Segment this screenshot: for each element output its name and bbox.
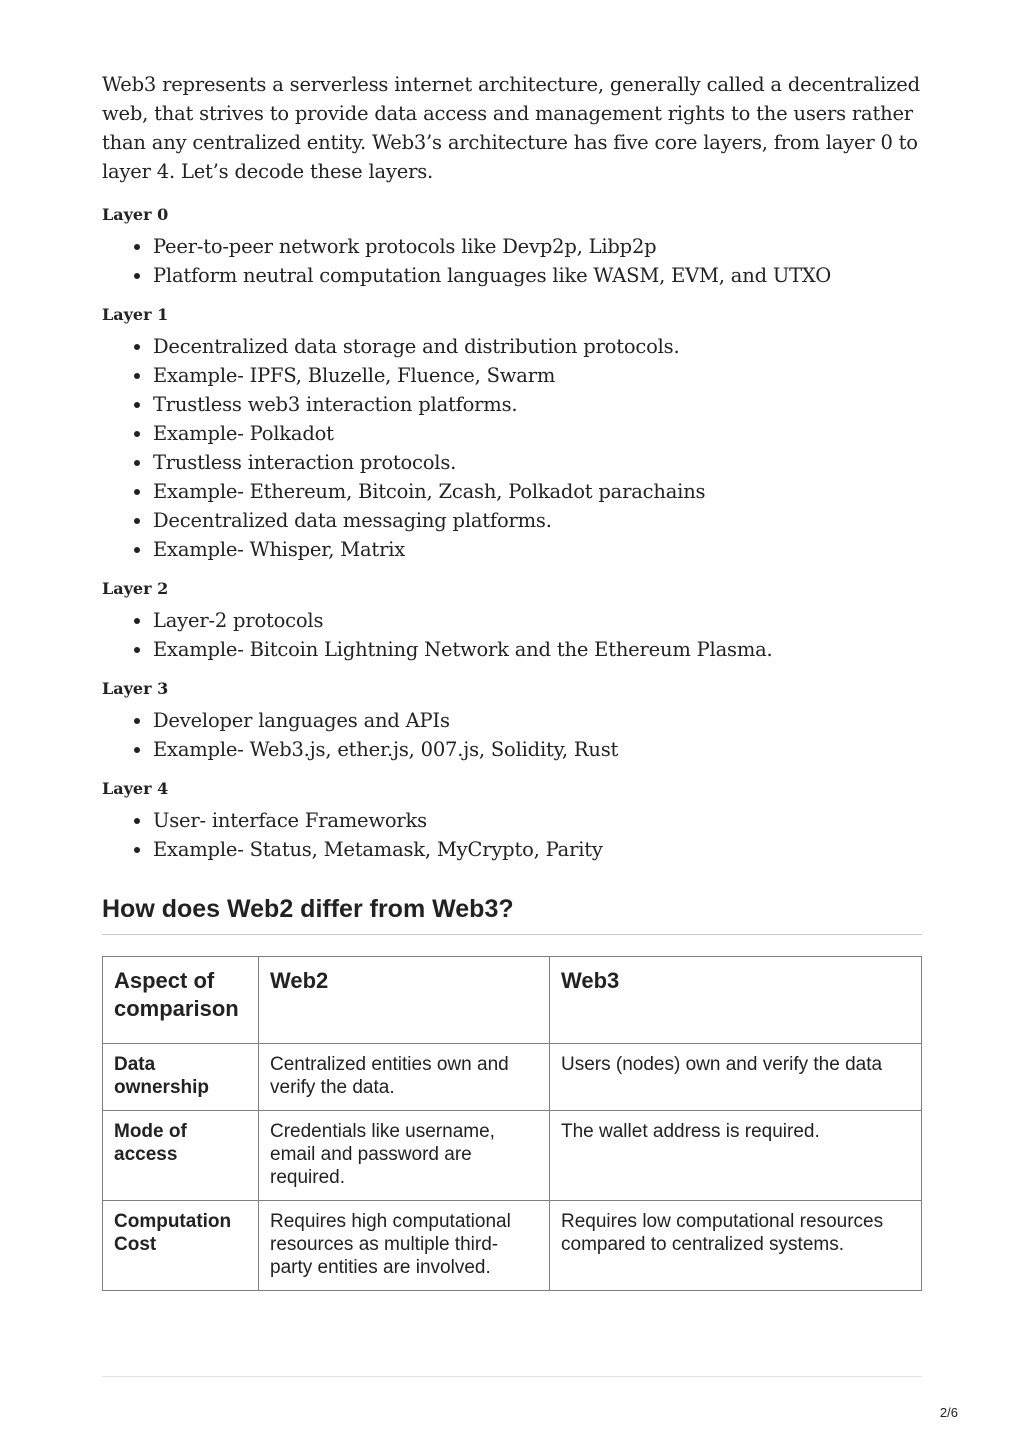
- document-page: [102, 70, 922, 1291]
- table-header-cell: Aspect of comparison: [103, 957, 259, 1044]
- table-cell-aspect: Mode of access: [103, 1111, 259, 1201]
- comparison-table: [102, 956, 922, 1291]
- list-item: • Example- Status, Metamask, MyCrypto, Parity: [153, 835, 922, 864]
- table-cell-aspect: Computation Cost: [103, 1201, 259, 1291]
- table-header-cell: Web2: [259, 957, 550, 1044]
- list-item: • Example- Polkadot: [153, 419, 922, 448]
- list-item: • Example- Ethereum, Bitcoin, Zcash, Polkadot parachains: [153, 477, 922, 506]
- table-cell: Users (nodes) own and verify the data: [550, 1044, 922, 1111]
- table-row: [103, 1044, 922, 1111]
- list-item: • Developer languages and APIs: [153, 706, 922, 735]
- table-cell-aspect: Data ownership: [103, 1044, 259, 1111]
- layer-list: [102, 806, 922, 864]
- layer-list: [102, 232, 922, 290]
- layer-list: [102, 606, 922, 664]
- layer-list: [102, 332, 922, 564]
- table-cell: The wallet address is required.: [550, 1111, 922, 1201]
- layer-heading: Layer 2: [102, 579, 169, 598]
- list-item: • Decentralized data messaging platforms.: [153, 506, 922, 535]
- list-item: • Example- Whisper, Matrix: [153, 535, 922, 564]
- layers-section: [102, 204, 922, 864]
- list-item: • Trustless interaction protocols.: [153, 448, 922, 477]
- table-row: [103, 1111, 922, 1201]
- layer-list: [102, 706, 922, 764]
- layer-heading: Layer 3: [102, 679, 169, 698]
- list-item: • Example- Web3.js, ether.js, 007.js, Solidity, Rust: [153, 735, 922, 764]
- table-row: [103, 1201, 922, 1291]
- table-cell: Requires low computational resources compared to centralized systems.: [550, 1201, 922, 1291]
- list-item: • Example- Bitcoin Lightning Network and the Ethereum Plasma.: [153, 635, 922, 664]
- list-item: • Layer-2 protocols: [153, 606, 922, 635]
- table-cell: Requires high computational resources as multiple third-party entities are involved.: [259, 1201, 550, 1291]
- table-cell: Centralized entities own and verify the data.: [259, 1044, 550, 1111]
- table-header-row: [103, 957, 922, 1044]
- layer-heading: Layer 1: [102, 305, 169, 324]
- list-item: • Platform neutral computation languages like WASM, EVM, and UTXO: [153, 261, 922, 290]
- page-number: 2/6: [939, 1405, 958, 1420]
- list-item: • Trustless web3 interaction platforms.: [153, 390, 922, 419]
- section-title: How does Web2 differ from Web3?: [102, 894, 922, 935]
- layer-heading: Layer 0: [102, 205, 169, 224]
- list-item: • User- interface Frameworks: [153, 806, 922, 835]
- layer-heading: Layer 4: [102, 779, 169, 798]
- table-header-cell: Web3: [550, 957, 922, 1044]
- bottom-divider: [102, 1376, 922, 1377]
- list-item: • Decentralized data storage and distribution protocols.: [153, 332, 922, 361]
- table-cell: Credentials like username, email and password are required.: [259, 1111, 550, 1201]
- intro-paragraph: Web3 represents a serverless internet architecture, generally called a decentralized web, that strives to provide data access and management rights to the users rather than any centralized entity. Web3’s architecture has five core layers, from layer 0 to layer 4. Let’s decode these layers.: [102, 73, 920, 183]
- list-item: • Example- IPFS, Bluzelle, Fluence, Swarm: [153, 361, 922, 390]
- list-item: • Peer-to-peer network protocols like Devp2p, Libp2p: [153, 232, 922, 261]
